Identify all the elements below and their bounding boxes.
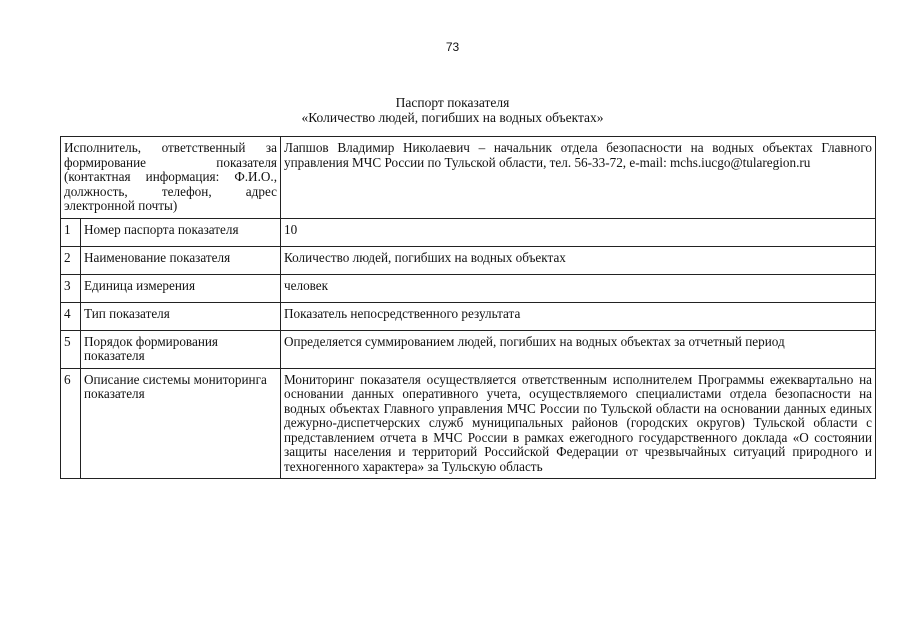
table-row: [61, 246, 876, 274]
row-value: Определяется суммированием людей, погибших на водных объектах за отчетный период: [281, 330, 876, 368]
table-row-executor: [61, 137, 876, 219]
row-value: Мониторинг показателя осуществляется ответственным исполнителем Программы ежеквартально на основании данных оперативного учета, осуществляемого специалистами отдела безопасности на водных объектах Главного управления МЧС России по Тульской области на основании данных единых дежурно-диспетчерских служб муниципальных районов (городских округов) Тульской области с представлением отчета в МЧС России в рамках ежегодного государственного доклада «О состоянии защиты населения и территорий Российской Федерации от чрезвычайных ситуаций природного и техногенного характера» за Тульскую область: [281, 368, 876, 479]
table-row: [61, 218, 876, 246]
row-number: 2: [61, 246, 81, 274]
table-row: [61, 330, 876, 368]
title-line-1: Паспорт показателя: [395, 95, 510, 110]
executor-label: Исполнитель, ответственный за формирование показателя (контактная информация: Ф.И.О., должность, телефон, адрес электронной почты): [61, 137, 281, 219]
row-number: 5: [61, 330, 81, 368]
row-value: 10: [281, 218, 876, 246]
row-label: Единица измерения: [81, 274, 281, 302]
row-number: 6: [61, 368, 81, 479]
row-label: Номер паспорта показателя: [81, 218, 281, 246]
passport-table: [60, 136, 876, 479]
row-label: Тип показателя: [81, 302, 281, 330]
row-value: Показатель непосредственного результата: [281, 302, 876, 330]
row-number: 4: [61, 302, 81, 330]
row-number: 3: [61, 274, 81, 302]
row-value: человек: [281, 274, 876, 302]
executor-value: Лапшов Владимир Николаевич – начальник отдела безопасности на водных объектах Главного управления МЧС России по Тульской области, тел. 56-33-72, e-mail: mchs.iucgo@tularegion.ru: [281, 137, 876, 219]
row-label: Наименование показателя: [81, 246, 281, 274]
table-row: [61, 302, 876, 330]
page-number: 73: [445, 40, 460, 54]
table-row: [61, 274, 876, 302]
document-title: [0, 95, 905, 125]
row-label: Порядок формирования показателя: [81, 330, 281, 368]
row-value: Количество людей, погибших на водных объектах: [281, 246, 876, 274]
title-line-2: «Количество людей, погибших на водных объектах»: [301, 110, 604, 125]
row-label: Описание системы мониторинга показателя: [81, 368, 281, 479]
table-row: [61, 368, 876, 479]
row-number: 1: [61, 218, 81, 246]
